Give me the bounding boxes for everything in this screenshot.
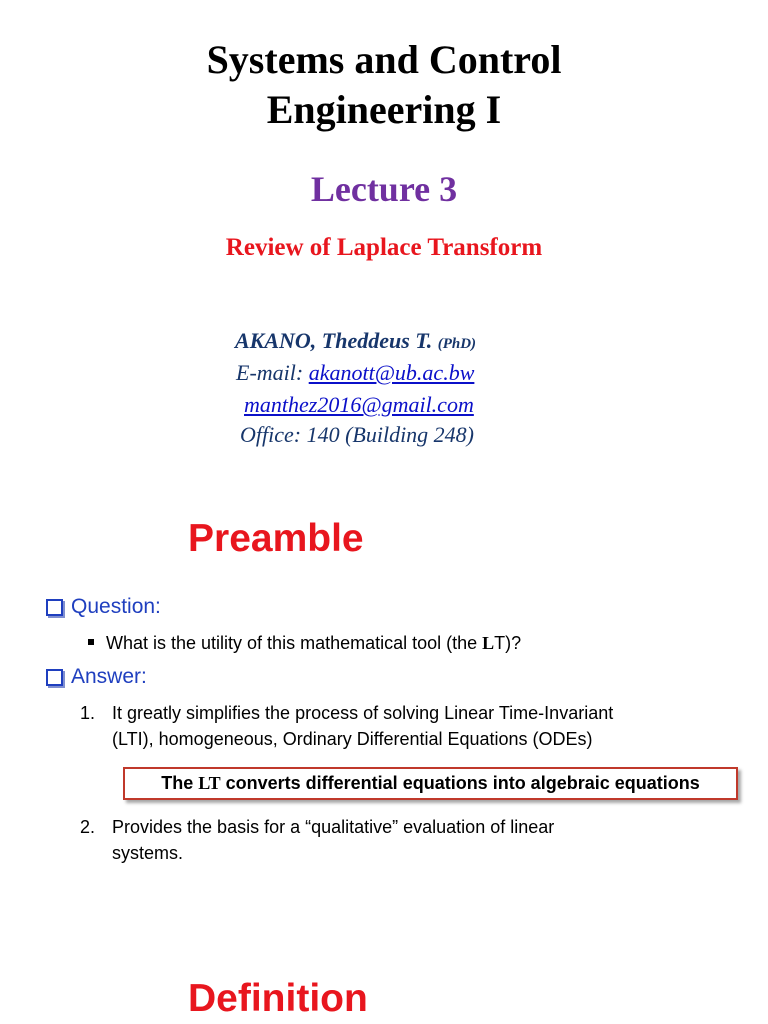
email-line — [236, 360, 474, 386]
lecture-number: Lecture 3 — [310, 169, 458, 209]
callout-text-end: converts differential equations into algebraic equations — [220, 773, 700, 793]
question-text-end: T)? — [494, 633, 522, 653]
question-label: Question: — [71, 595, 161, 618]
question-item — [46, 594, 161, 620]
laplace-symbol: L — [482, 633, 495, 653]
email-link-secondary[interactable] — [244, 392, 474, 418]
callout-text-start: The — [161, 773, 199, 793]
list-item-text-line: It greatly simplifies the process of solving Linear Time-Invariant — [112, 703, 614, 723]
answer-item — [46, 664, 147, 690]
question-bullet-text — [106, 631, 521, 655]
callout-box — [123, 767, 738, 800]
lecture-subtitle: Review of Laplace Transform — [225, 234, 543, 261]
author-name-line — [235, 328, 476, 357]
office-info: Office: 140 (Building 248) — [240, 422, 475, 447]
checkbox-bullet-icon — [46, 599, 63, 616]
slide-title-line-2: Engineering I — [266, 87, 502, 132]
checkbox-bullet-icon — [46, 669, 63, 686]
question-bullet — [88, 631, 521, 655]
list-item-text-line: systems. — [112, 843, 184, 863]
list-item-text-line: Provides the basis for a “qualitative” evaluation of linear — [112, 817, 555, 837]
definition-heading: Definition — [188, 977, 368, 1020]
square-bullet-icon — [88, 639, 94, 645]
question-text-start: What is the utility of this mathematical tool (the — [106, 633, 483, 653]
author-degree: (PhD) — [437, 336, 477, 352]
email-link-primary[interactable]: akanott@ub.ac.bw — [308, 360, 475, 385]
email-link-secondary-text[interactable]: manthez2016@gmail.com — [244, 392, 474, 417]
list-item-text-line: (LTI), homogeneous, Ordinary Differential Equations (ODEs) — [112, 729, 593, 749]
email-label: E-mail: — [236, 360, 304, 385]
author-name: AKANO, Theddeus T. — [235, 328, 433, 353]
answer-label: Answer: — [71, 665, 147, 688]
slide-title-line-1: Systems and Control — [206, 37, 562, 82]
list-number: 1. — [80, 703, 96, 723]
list-number: 2. — [80, 817, 96, 837]
list-item-text — [112, 700, 732, 752]
laplace-symbol: LT — [198, 773, 221, 793]
preamble-heading: Preamble — [188, 517, 364, 560]
list-item-text — [112, 814, 732, 866]
